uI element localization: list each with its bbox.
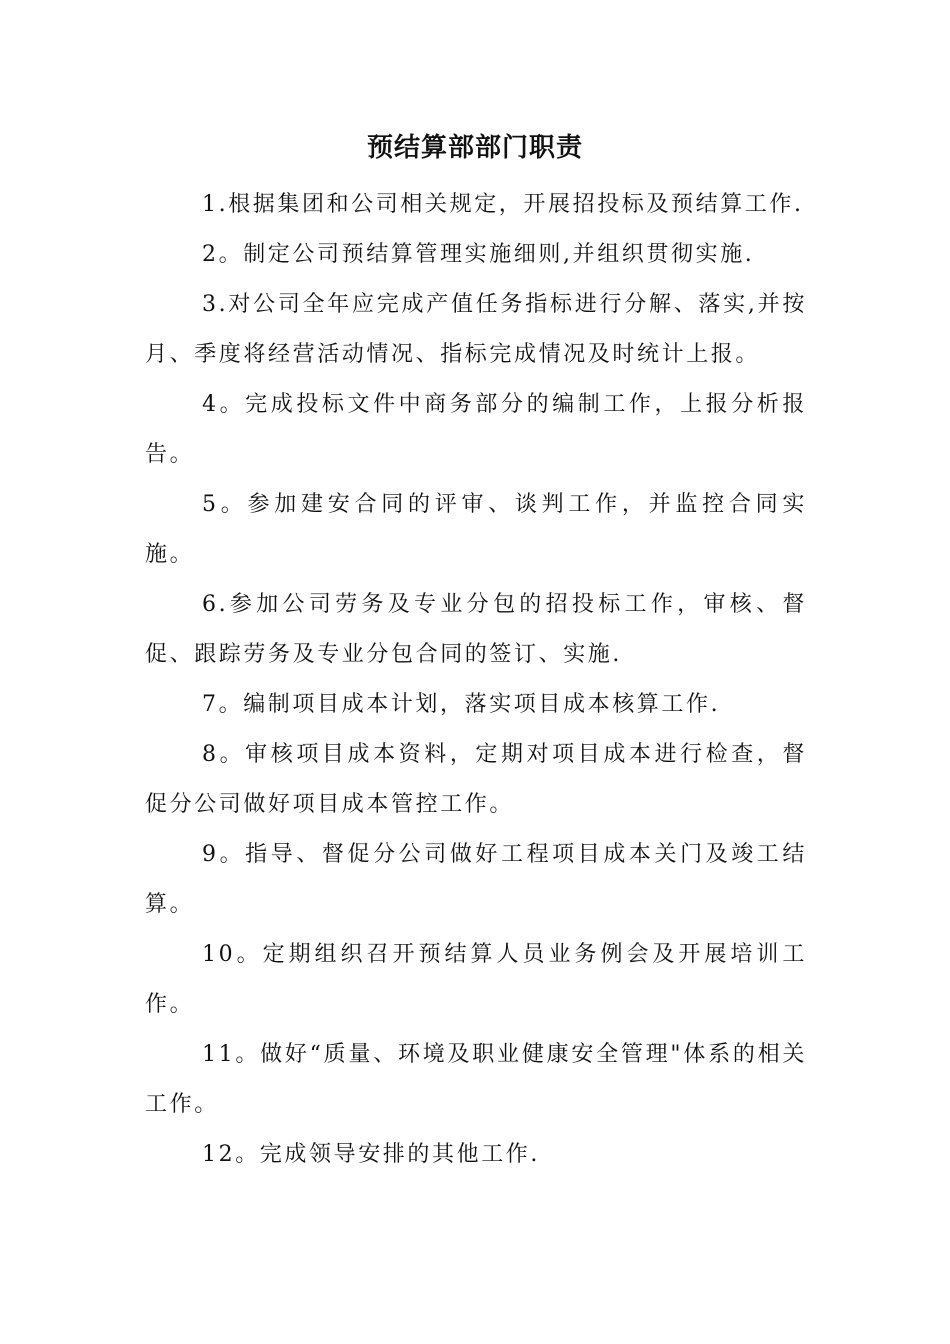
responsibility-item-3: 3.对公司全年应完成产值任务指标进行分解、落实,并按月、季度将经营活动情况、指标完成情况及时统计上报。 <box>145 292 807 367</box>
responsibility-item-4: 4。完成投标文件中商务部分的编制工作，上报分析报告。 <box>145 392 807 467</box>
responsibility-list <box>145 180 807 1180</box>
responsibility-item-11: 11。做好“质量、环境及职业健康安全管理"体系的相关工作。 <box>145 1042 807 1117</box>
responsibility-item-9: 9。指导、督促分公司做好工程项目成本关门及竣工结算。 <box>145 842 807 917</box>
responsibility-item-2: 2。制定公司预结算管理实施细则,并组织贯彻实施. <box>202 242 755 267</box>
responsibility-item-10: 10。定期组织召开预结算人员业务例会及开展培训工作。 <box>145 942 807 1017</box>
responsibility-item-8: 8。审核项目成本资料，定期对项目成本进行检查，督促分公司做好项目成本管控工作。 <box>145 742 807 817</box>
responsibility-item-12: 12。完成领导安排的其他工作. <box>202 1142 540 1167</box>
responsibility-item-5: 5。参加建安合同的评审、谈判工作，并监控合同实施。 <box>145 492 807 567</box>
responsibility-item-7: 7。编制项目成本计划，落实项目成本核算工作. <box>202 692 721 717</box>
document-title: 预结算部部门职责 <box>366 133 583 163</box>
responsibility-item-6: 6.参加公司劳务及专业分包的招投标工作，审核、督促、跟踪劳务及专业分包合同的签订、实施. <box>145 592 807 667</box>
responsibility-item-1: 1.根据集团和公司相关规定，开展招投标及预结算工作. <box>202 192 804 217</box>
